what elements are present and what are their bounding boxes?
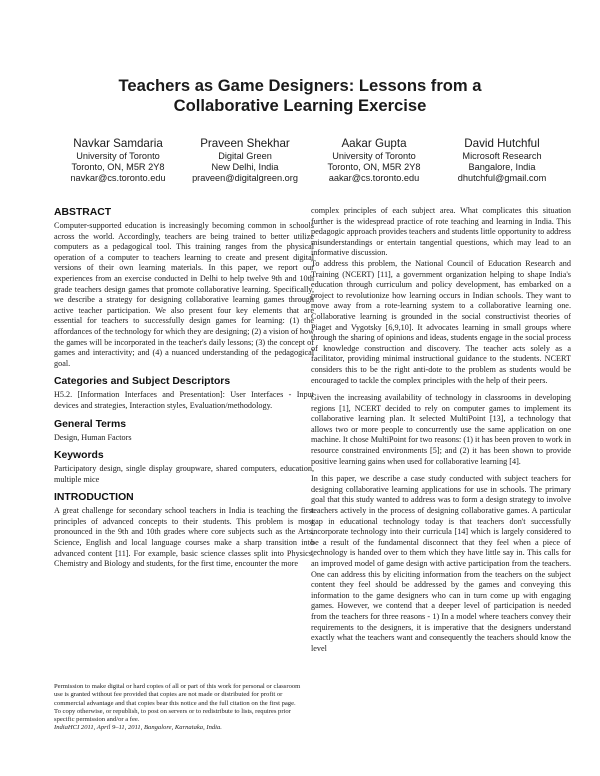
author-1 bbox=[54, 137, 182, 184]
author-address: Bangalore, India bbox=[468, 162, 536, 172]
introduction-text: A great challenge for secondary school teachers in India is teaching the first principles of advanced concepts to their students. This problem is most pronounced in the 9th and 10th grades where core subjects such as the Arts, Science, English and local language courses make a sharp transition into advanced content [11]. For example, basic science classes split into Physics, Chemistry and Biology and students, for the first time, encounter the more bbox=[54, 506, 314, 569]
author-address: Toronto, ON, M5R 2Y8 bbox=[71, 162, 165, 172]
title-line-1: Teachers as Game Designers: Lessons from a bbox=[118, 76, 482, 95]
author-3 bbox=[310, 137, 438, 184]
keywords-heading: Keywords bbox=[54, 450, 104, 462]
author-affiliation: Digital Green bbox=[218, 151, 272, 161]
categories-text: H5.2. [Information Interfaces and Presentation]: User Interfaces - Input devices and strategies, Interaction styles, Evaluation/methodology. bbox=[54, 390, 314, 410]
paper-title bbox=[40, 76, 560, 116]
copyright-footnote bbox=[54, 683, 304, 733]
author-name: Aakar Gupta bbox=[341, 137, 407, 150]
author-2 bbox=[181, 137, 309, 184]
author-4 bbox=[438, 137, 566, 184]
author-address: New Delhi, India bbox=[211, 162, 279, 172]
permission-text: Permission to make digital or hard copies of all or part of this work for personal or classroom use is granted without fee provided that copies are not made or distributed for profit or commercial advantage and that copies bear this notice and the full citation on the first page. To copy otherwise, or republish, to post on servers or to redistribute to lists, requires prior specific permission and/or a fee. bbox=[54, 683, 301, 724]
body-paragraph-4: In this paper, we describe a case study conducted with subject teachers for designing collaborative learning applications for use in schools. The primary goal that this study wanted to address was to form a design strategy to involve teachers actively in the process of designing collaborative games. A particular gap in educational technology today is that teachers don't successfully incorporate technology into their curricula [14] which is largely considered to be a result of the fundamental disconnect that they feel when a piece of technology is handed over to them which they have little say in. This calls for an improved model of game design with active participation from the teachers. One can address this by eliciting information from the teachers on the subject content they feel should be addressed by the games and conveying this information to the game designers who can in turn come up with engaging games. However, we contend that a deeper level of participation is needed from the teachers for three reasons - 1) In a model where teachers convey their requirements to the designers, it is imperative that the designers understand exactly what the teachers want and consequently the teachers should know the level bbox=[311, 474, 571, 653]
author-affiliation: Microsoft Research bbox=[462, 151, 542, 161]
body-paragraph-2: To address this problem, the National Council of Education Research and Training (NCERT) [11], a government organization helping to shape India's education through curriculum and policy development, has embarked on a project to revolutionize how learning occurs in Indian schools. They want to move away from a rote-learning system to a collaborative learning one. Collaborative learning is grounded in the social constructivist theories of Piaget and Vygotsky [6,9,10]. It advocates learning in small groups where through the sharing of opinions and ideas, students engage in the social process of knowledge construction and discovery. The teacher acts solely as a facilitator, providing minimal instructional guidance to the students. NCERT considers this to be the right anti-dote to the problem as students would be encouraged to tackle the complex principles with the help of their peers. bbox=[311, 258, 571, 385]
author-affiliation: University of Toronto bbox=[76, 151, 160, 161]
body-paragraph-3: Given the increasing availability of technology in classrooms in developing regions [1], NCERT decided to rely on computer games to implement its collaborative learning plan. It selected MultiPoint [13], a technology that allows two or more people to concurrently use the same application on one machine. It chose MultiPoint for two reasons: (1) it has been proven to work in resource constrained environments [5]; and (2) it has been shown to provide positive learning gains when used for collaborative learning [4]. bbox=[311, 393, 571, 466]
title-line-2: Collaborative Learning Exercise bbox=[173, 96, 427, 115]
keywords-text: Participatory design, single display groupware, shared computers, education, multiple mice bbox=[54, 464, 314, 484]
author-name: Navkar Samdaria bbox=[73, 137, 163, 150]
abstract-text: Computer-supported education is increasingly becoming common in schools across the world. Accordingly, teachers are being trained to better utilize computers as a pedagogical tool. This training ranges from the physical operation of a computer to teachers learning to create and present digital versions of their own learning materials. In this paper, we report our experiences from an exercise conducted in Delhi to help twelve 9th and 10th grade teachers design games that promote collaborative learning. Specifically, we describe a strategy for designing collaborative learning games through active teacher participation. We also present four key elements that are essential for teachers to successfully design games for learning: (1) the affordances of the technology for which they are designing; (2) a vision of how the games will be incorporated in the teacher's daily lessons; (3) the concept of games and interactivity; and (4) a nuanced understanding of the pedagogical goal. bbox=[54, 221, 314, 368]
author-email: navkar@cs.toronto.edu bbox=[70, 173, 166, 183]
author-name: Praveen Shekhar bbox=[200, 137, 290, 150]
introduction-heading: INTRODUCTION bbox=[54, 492, 134, 504]
general-terms-heading: General Terms bbox=[54, 418, 126, 430]
author-email: praveen@digitalgreen.org bbox=[192, 173, 298, 183]
abstract-heading: ABSTRACT bbox=[54, 207, 112, 218]
categories-heading: Categories and Subject Descriptors bbox=[54, 376, 231, 388]
author-email: dhutchful@gmail.com bbox=[457, 173, 547, 183]
author-address: Toronto, ON, M5R 2Y8 bbox=[327, 162, 421, 172]
author-affiliation: University of Toronto bbox=[332, 151, 416, 161]
conference-info: IndiaHCI 2011, April 9–11, 2011, Bangalore, Karnataka, India. bbox=[54, 724, 222, 732]
body-paragraph-1: complex principles of each subject area. What complicates this situation further is the widespread practice of rote teaching and learning in India. This pedagogic approach provides teachers and students little opportunity to address misunderstandings or entertain tangential questions, which may lead to an informative discussion. bbox=[311, 206, 571, 258]
author-email: aakar@cs.toronto.edu bbox=[328, 173, 420, 183]
author-name: David Hutchful bbox=[464, 137, 540, 150]
author-block bbox=[54, 137, 566, 183]
general-terms-text: Design, Human Factors bbox=[54, 432, 132, 442]
left-column bbox=[54, 206, 314, 570]
right-column bbox=[311, 206, 571, 654]
